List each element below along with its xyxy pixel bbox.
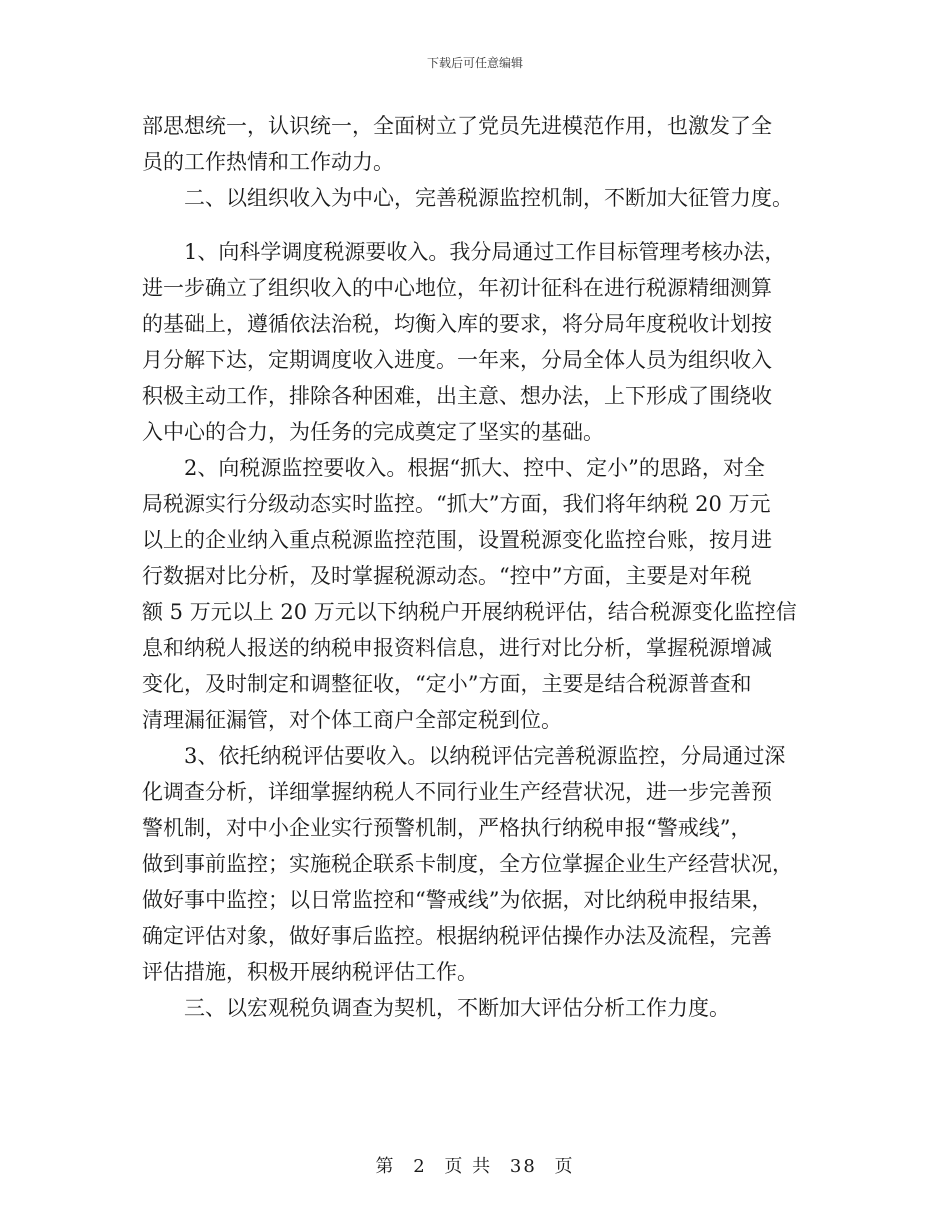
page-footer <box>0 1152 950 1178</box>
paragraph-start: 2、向税源监控要收入。根据“抓大、控中、定小”的思路，对全 <box>142 456 765 480</box>
body-line: 以上的企业纳入重点税源监控范围，设置税源变化监控台账，按月进 <box>142 528 772 552</box>
body-line: 清理漏征漏管，对个体工商户全部定税到位。 <box>142 708 562 732</box>
footer-middle: 页 共 <box>444 1156 493 1177</box>
body-line: 警机制，对中小企业实行预警机制，严格执行纳税申报“警戒线”， <box>142 816 752 840</box>
body-line: 评估措施，积极开展纳税评估工作。 <box>142 960 478 984</box>
section-heading: 二、以组织收入为中心，完善税源监控机制，不断加大征管力度。 <box>142 186 793 210</box>
document-body <box>142 108 812 1026</box>
paragraph-start: 1、向科学调度税源要收入。我分局通过工作目标管理考核办法， <box>142 240 786 264</box>
footer-prefix: 第 <box>375 1156 396 1177</box>
body-line: 积极主动工作，排除各种困难，出主意、想办法，上下形成了围绕收 <box>142 384 772 408</box>
blank-line <box>142 216 812 234</box>
paragraph-start: 3、依托纳税评估要收入。以纳税评估完善税源监控，分局通过深 <box>142 744 786 768</box>
body-line: 局税源实行分级动态实时监控。“抓大”方面，我们将年纳税 20 万元 <box>142 492 771 516</box>
total-page-count: 38 <box>509 1156 537 1177</box>
body-line: 做好事中监控；以日常监控和“警戒线”为依据，对比纳税申报结果， <box>142 888 773 912</box>
footer-suffix: 页 <box>554 1156 575 1177</box>
body-line: 行数据对比分析，及时掌握税源动态。“控中”方面，主要是对年税 <box>142 564 752 588</box>
current-page-number: 2 <box>413 1156 427 1177</box>
body-line: 员的工作热情和工作动力。 <box>142 150 394 174</box>
body-line: 部思想统一，认识统一，全面树立了党员先进模范作用，也激发了全 <box>142 114 772 138</box>
body-line: 做到事前监控；实施税企联系卡制度，全方位掌握企业生产经营状况， <box>142 852 793 876</box>
body-line: 月分解下达，定期调度收入进度。一年来，分局全体人员为组织收入 <box>142 348 772 372</box>
body-line: 进一步确立了组织收入的中心地位，年初计征科在进行税源精细测算 <box>142 276 772 300</box>
body-line: 的基础上，遵循依法治税，均衡入库的要求，将分局年度税收计划按 <box>142 312 772 336</box>
body-line: 息和纳税人报送的纳税申报资料信息，进行对比分析，掌握税源增减 <box>142 636 772 660</box>
page-header: 下载后可任意编辑 <box>426 56 523 70</box>
body-line: 变化，及时制定和调整征收，“定小”方面，主要是结合税源普查和 <box>142 672 752 696</box>
body-line: 额 5 万元以上 20 万元以下纳税户开展纳税评估，结合税源变化监控信 <box>142 600 797 624</box>
body-line: 化调查分析，详细掌握纳税人不同行业生产经营状况，进一步完善预 <box>142 780 772 804</box>
section-heading: 三、以宏观税负调查为契机，不断加大评估分析工作力度。 <box>142 996 730 1020</box>
body-line: 入中心的合力，为任务的完成奠定了坚实的基础。 <box>142 420 604 444</box>
body-line: 确定评估对象，做好事后监控。根据纳税评估操作办法及流程，完善 <box>142 924 772 948</box>
